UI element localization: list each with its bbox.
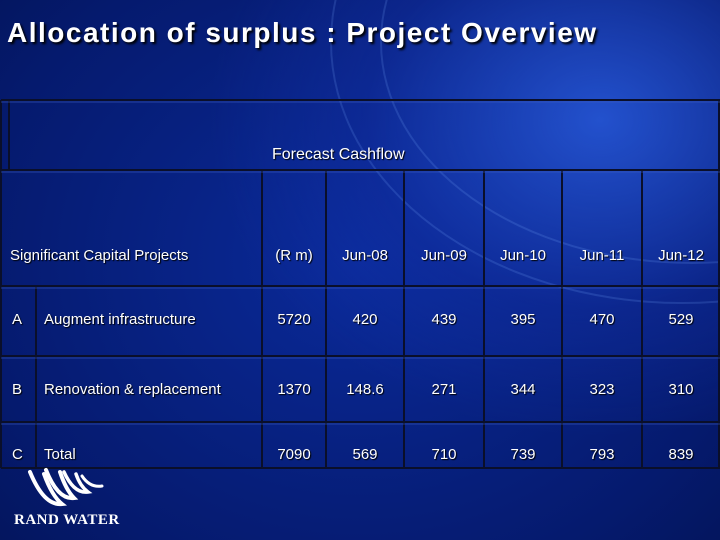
table-cell: 839 bbox=[668, 446, 694, 463]
table-cell: 310 bbox=[668, 381, 694, 398]
table-cell: 1370 bbox=[277, 381, 311, 398]
row-code: A bbox=[12, 311, 23, 328]
table-cell: 420 bbox=[352, 311, 378, 328]
header-projects: Significant Capital Projects bbox=[10, 247, 189, 264]
table-cell: 271 bbox=[431, 381, 457, 398]
table-cell: 470 bbox=[589, 311, 615, 328]
header-jun-08: Jun-08 bbox=[342, 247, 388, 264]
rand-water-logo-icon bbox=[22, 466, 112, 510]
row-code: B bbox=[12, 381, 23, 398]
rand-water-logo-text: RAND WATER bbox=[14, 512, 120, 528]
table-cell: 148.6 bbox=[346, 381, 384, 398]
table-cell: 7090 bbox=[277, 446, 311, 463]
table-cell: 529 bbox=[668, 311, 694, 328]
table-cell: 739 bbox=[510, 446, 536, 463]
table-cell: 439 bbox=[431, 311, 457, 328]
table-cell: 569 bbox=[352, 446, 378, 463]
header-jun-10: Jun-10 bbox=[500, 247, 546, 264]
header-rm: (R m) bbox=[275, 247, 313, 264]
header-jun-12: Jun-12 bbox=[658, 247, 704, 264]
row-label: Renovation & replacement bbox=[44, 381, 221, 398]
header-jun-11: Jun-11 bbox=[579, 247, 625, 264]
table-cell: 395 bbox=[510, 311, 536, 328]
table-cell: 5720 bbox=[277, 311, 311, 328]
table-cell: 344 bbox=[510, 381, 536, 398]
table-cell: 710 bbox=[431, 446, 457, 463]
table-cell: 323 bbox=[589, 381, 615, 398]
row-code: C bbox=[12, 446, 23, 463]
slide-title: Allocation of surplus : Project Overview bbox=[7, 17, 598, 48]
row-label: Augment infrastructure bbox=[44, 311, 196, 328]
table-caption: Forecast Cashflow bbox=[272, 146, 405, 163]
table-cell: 793 bbox=[589, 446, 615, 463]
header-jun-09: Jun-09 bbox=[421, 247, 467, 264]
row-label: Total bbox=[44, 446, 76, 463]
